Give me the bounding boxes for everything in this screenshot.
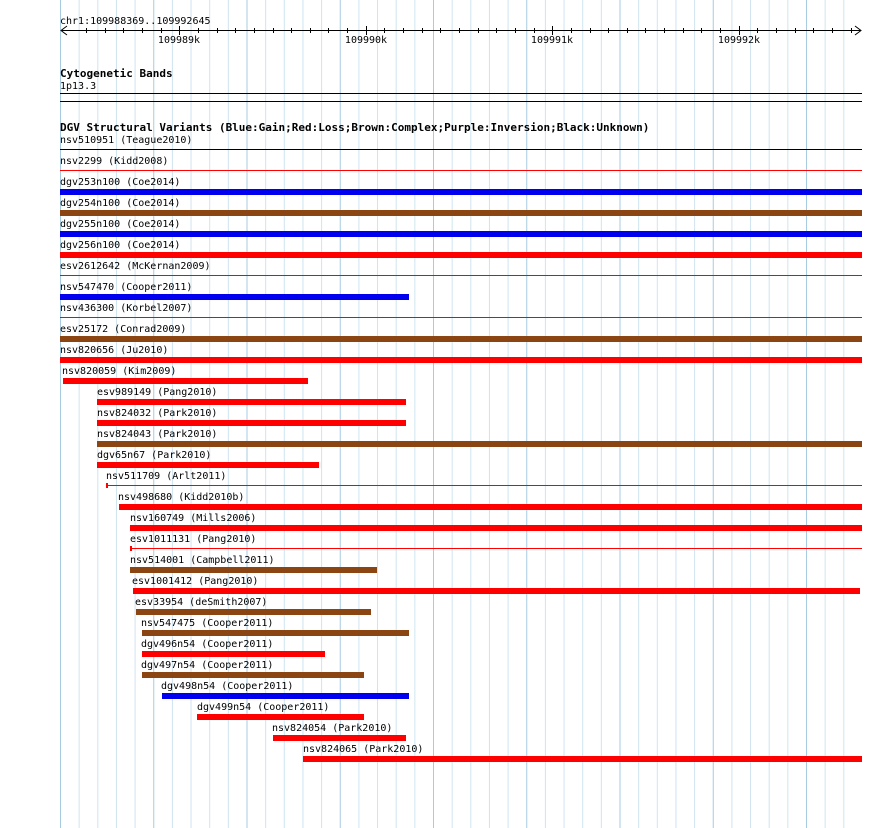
ruler-coord-label: chr1:109988369..109992645: [60, 16, 211, 27]
dgv-feature-label: nsv498680 (Kidd2010b): [118, 492, 245, 503]
dgv-feature-label: dgv498n54 (Cooper2011): [161, 681, 294, 692]
dgv-feature-label: dgv496n54 (Cooper2011): [141, 639, 274, 650]
dgv-feature-label: dgv254n100 (Coe2014): [60, 198, 181, 209]
dgv-feature-start-tick: [106, 483, 108, 488]
dgv-feature-label: nsv547475 (Cooper2011): [141, 618, 274, 629]
dgv-feature-label: esv2612642 (McKernan2009): [60, 261, 211, 272]
dgv-feature-bar[interactable]: [162, 693, 409, 699]
dgv-feature-bar[interactable]: [136, 609, 371, 615]
dgv-feature-bar[interactable]: [106, 485, 862, 486]
dgv-feature-label: esv25172 (Conrad2009): [60, 324, 187, 335]
cytoband-track-title: Cytogenetic Bands: [60, 67, 173, 80]
dgv-feature-bar[interactable]: [63, 378, 308, 384]
dgv-feature-bar[interactable]: [60, 189, 862, 195]
dgv-feature-bar[interactable]: [142, 672, 364, 678]
dgv-feature-bar[interactable]: [60, 275, 862, 276]
dgv-feature-bar[interactable]: [119, 504, 862, 510]
ruler-tick-label: 109992k: [717, 35, 761, 46]
dgv-feature-bar[interactable]: [60, 170, 862, 171]
dgv-feature-label: nsv824043 (Park2010): [97, 429, 218, 440]
dgv-feature-bar[interactable]: [97, 441, 862, 447]
dgv-feature-label: dgv499n54 (Cooper2011): [197, 702, 330, 713]
dgv-feature-bar[interactable]: [142, 630, 409, 636]
dgv-feature-label: nsv820656 (Ju2010): [60, 345, 169, 356]
dgv-feature-bar[interactable]: [60, 357, 862, 363]
ruler-tick-label: 109989k: [157, 35, 201, 46]
dgv-feature-label: esv33954 (deSmith2007): [135, 597, 268, 608]
dgv-feature-label: esv1001412 (Pang2010): [132, 576, 259, 587]
ruler-tick-label: 109990k: [344, 35, 388, 46]
dgv-feature-label: esv989149 (Pang2010): [97, 387, 218, 398]
dgv-feature-label: nsv824065 (Park2010): [303, 744, 424, 755]
cytoband-label: 1p13.3: [60, 81, 97, 92]
dgv-feature-label: nsv436300 (Korbel2007): [60, 303, 193, 314]
dgv-feature-label: nsv510951 (Teague2010): [60, 135, 193, 146]
dgv-feature-label: nsv514001 (Campbell2011): [130, 555, 275, 566]
dgv-feature-bar[interactable]: [133, 588, 860, 594]
dgv-feature-label: dgv65n67 (Park2010): [97, 450, 212, 461]
cytoband-line: [60, 93, 862, 94]
dgv-feature-label: nsv824054 (Park2010): [272, 723, 393, 734]
dgv-feature-bar[interactable]: [60, 252, 862, 258]
dgv-feature-bar[interactable]: [60, 231, 862, 237]
dgv-feature-label: esv1011131 (Pang2010): [130, 534, 257, 545]
dgv-feature-bar[interactable]: [197, 714, 364, 720]
dgv-feature-bar[interactable]: [97, 399, 406, 405]
dgv-feature-bar[interactable]: [60, 294, 409, 300]
dgv-feature-bar[interactable]: [130, 548, 862, 549]
dgv-feature-bar[interactable]: [130, 525, 862, 531]
dgv-feature-label: dgv497n54 (Cooper2011): [141, 660, 274, 671]
dgv-track-title: DGV Structural Variants (Blue:Gain;Red:Loss;Brown:Complex;Purple:Inversion;Black:Unknown): [60, 121, 650, 134]
dgv-feature-bar[interactable]: [60, 210, 862, 216]
dgv-feature-label: nsv547470 (Cooper2011): [60, 282, 193, 293]
dgv-feature-label: dgv253n100 (Coe2014): [60, 177, 181, 188]
dgv-feature-label: nsv511709 (Arlt2011): [106, 471, 227, 482]
track-divider: [60, 101, 862, 102]
dgv-feature-bar[interactable]: [60, 336, 862, 342]
dgv-feature-bar[interactable]: [303, 756, 862, 762]
dgv-feature-bar[interactable]: [97, 462, 319, 468]
dgv-feature-bar[interactable]: [273, 735, 406, 741]
dgv-feature-bar[interactable]: [60, 317, 862, 318]
dgv-feature-bar[interactable]: [142, 651, 325, 657]
dgv-feature-bar[interactable]: [130, 567, 377, 573]
dgv-feature-label: nsv820059 (Kim2009): [62, 366, 177, 377]
dgv-feature-bar[interactable]: [97, 420, 406, 426]
dgv-feature-bar[interactable]: [60, 149, 862, 150]
dgv-feature-label: dgv256n100 (Coe2014): [60, 240, 181, 251]
dgv-feature-start-tick: [130, 546, 132, 551]
dgv-feature-label: nsv824032 (Park2010): [97, 408, 218, 419]
ruler-tick-label: 109991k: [530, 35, 574, 46]
dgv-feature-label: nsv2299 (Kidd2008): [60, 156, 169, 167]
dgv-feature-label: nsv160749 (Mills2006): [130, 513, 257, 524]
dgv-feature-label: dgv255n100 (Coe2014): [60, 219, 181, 230]
